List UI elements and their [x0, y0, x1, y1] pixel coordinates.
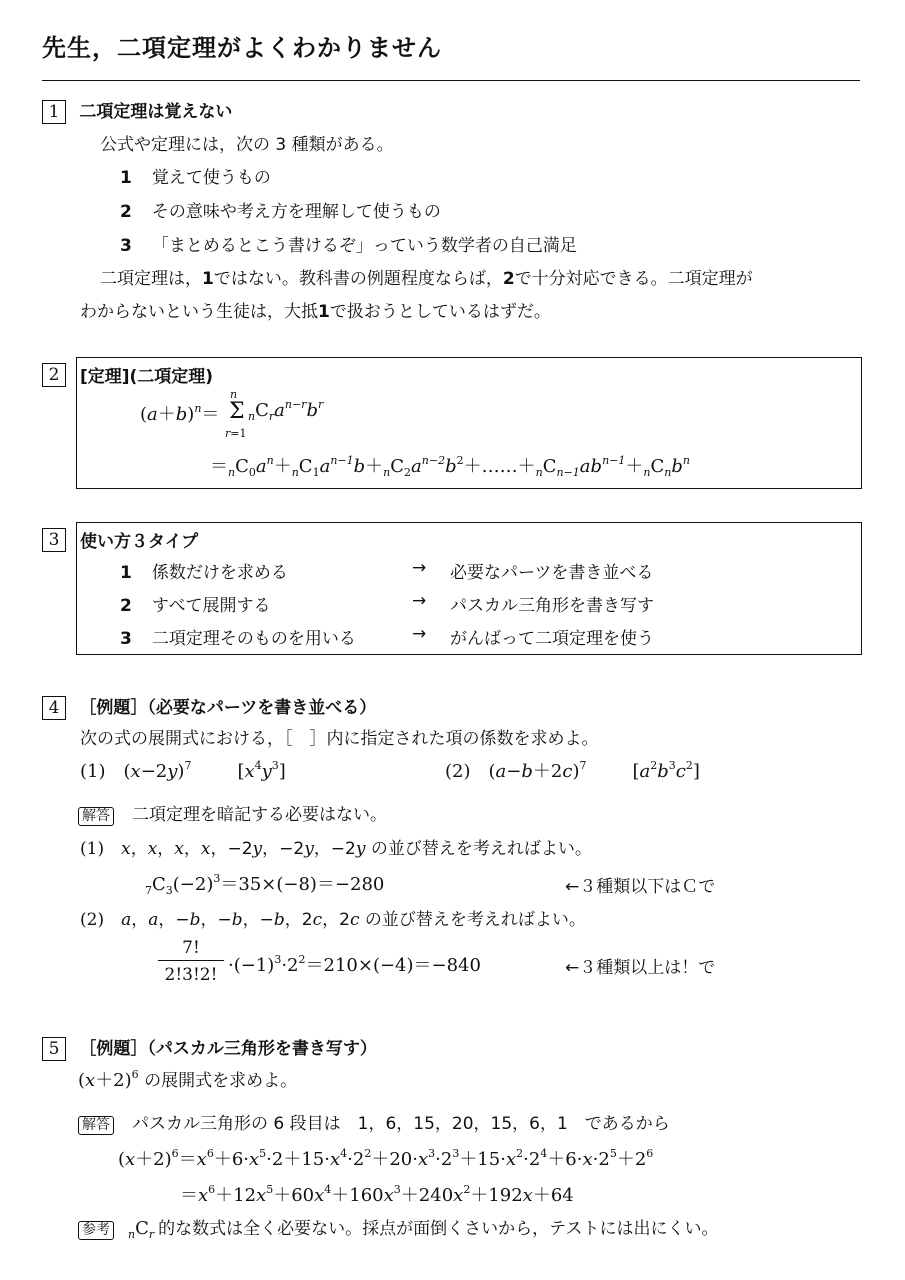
section-heading: [定理](二項定理) — [80, 367, 214, 387]
s1-intro: 公式や定理には，次の 3 種類がある。 — [100, 135, 394, 155]
text: の並び替えを考えればよい。 — [364, 910, 586, 930]
row-number: 2 — [120, 596, 132, 616]
section-number: 4 — [42, 696, 66, 720]
section-5-header — [42, 1034, 377, 1061]
item-text: 「まとめるとこう書けるぞ」っていう数学者の自己満足 — [151, 236, 577, 256]
text: ではない。教科書の例題程度ならば， — [213, 269, 503, 289]
bold-number: 1 — [318, 302, 330, 322]
row-left: 係数だけを求める — [151, 563, 288, 583]
reference-label: 参考 — [78, 1221, 114, 1240]
theorem-line-1: $(a+b)^n=$ — [140, 402, 220, 425]
section-2-number — [42, 363, 66, 387]
answer-text: 二項定理を暗記する必要はない。 — [132, 805, 387, 825]
s1-item-3 — [120, 231, 577, 256]
usage-row-1 — [120, 558, 288, 583]
s4-problem-1: (1) $(x-2y)^7$ $[x^4y^3]$ — [80, 759, 286, 782]
item-text: 覚えて使うもの — [151, 168, 271, 188]
sum-lower: r=1 — [225, 427, 247, 440]
answer-text: パスカル三角形の 6 段目は 1，6，15，20，15，6，1 であるから — [132, 1114, 670, 1134]
s1-para-line-2 — [80, 297, 551, 322]
section-number: 1 — [42, 100, 66, 124]
section-3-number — [42, 528, 66, 552]
row-right: 必要なパーツを書き並べる — [450, 563, 654, 583]
s5-expansion-1: $(x+2)^6=x^6+6\cdot x^5\cdot 2+15\cdot x^4\cdot 2^2+20\cdot x^3\cdot 2^3+15\cdot x^2\cdot 2^4+6\cdot x\cdot 2^5+2^6$ — [118, 1147, 654, 1170]
item-number: 1 — [120, 168, 132, 188]
arrow-icon: → — [412, 558, 427, 578]
page-title: 先生，二項定理がよくわかりません — [42, 34, 442, 62]
row-number: 1 — [120, 563, 132, 583]
section-heading: 二項定理は覚えない — [79, 102, 233, 122]
s5-expansion-2: $=x^6+12x^5+60x^4+160x^3+240x^2+192x+64$ — [180, 1183, 574, 1206]
s4-note-2: ←３種類以上は！で — [565, 958, 716, 978]
bold-number: 1 — [202, 269, 214, 289]
s5-reference: 参考 $_nC_r$ 的な数式は全く必要ない。採点が面倒くさいから，テストには出にくい。 — [78, 1214, 718, 1240]
s5-answer — [78, 1109, 670, 1135]
s1-item-1 — [120, 163, 271, 188]
section-1-header — [42, 97, 232, 124]
arrow-icon: → — [412, 624, 427, 644]
section-4-header — [42, 693, 376, 720]
s1-item-2 — [120, 197, 441, 222]
reference-text: 的な数式は全く必要ない。採点が面倒くさいから，テストには出にくい。 — [158, 1219, 719, 1239]
section-heading: 使い方３タイプ — [80, 532, 199, 552]
answer-label: 解答 — [78, 807, 114, 826]
sum-upper: n — [230, 388, 238, 401]
arrow-icon: → — [412, 591, 427, 611]
sum-term: $_nC_ra^{n-r}b^r$ — [248, 398, 324, 423]
text: の展開式を求めよ。 — [144, 1071, 298, 1091]
section-number: 5 — [42, 1037, 66, 1061]
title-rule — [42, 80, 860, 81]
frac-numerator: 7! — [158, 938, 224, 961]
usage-row-3 — [120, 624, 356, 649]
row-right: パスカル三角形を書き写す — [450, 596, 654, 616]
item-text: その意味や考え方を理解して使うもの — [151, 202, 441, 222]
text: わからないという生徒は，大抵 — [80, 302, 318, 322]
usage-row-2 — [120, 591, 271, 616]
theorem-line-2: $=_nC_0a^n+_nC_1a^{n-1}b+_nC_2a^{n-2}b^2+\dots\dots+_nC_{n-1}ab^{n-1}+_nC_nb^n$ — [210, 454, 690, 479]
row-right: がんばって二項定理を使う — [450, 629, 654, 649]
text: の並び替えを考えればよい。 — [370, 839, 592, 859]
text: で扱おうとしているはずだ。 — [329, 302, 551, 322]
s4-calc-1: $_7C_3(-2)^3=35\times(-8)=-280$ — [145, 872, 385, 897]
item-number: 3 — [120, 236, 132, 256]
s1-para-line-1 — [100, 264, 753, 289]
s4-note-1: ←３種類以下はＣで — [565, 877, 716, 897]
text: 二項定理は， — [100, 269, 202, 289]
section-heading: ［例題］（必要なパーツを書き並べる） — [79, 698, 377, 718]
section-number: 3 — [42, 528, 66, 552]
s5-question: $(x+2)^6$ の展開式を求めよ。 — [78, 1068, 298, 1091]
s4-answer-1: (1) x，x，x，x，−2y，−2y，−2y の並び替えを考えればよい。 — [80, 839, 592, 859]
section-heading: ［例題］（パスカル三角形を書き写す） — [79, 1039, 377, 1059]
row-left: 二項定理そのものを用いる — [151, 629, 356, 649]
s4-question: 次の式の展開式における，［ ］内に指定された項の係数を求めよ。 — [80, 729, 599, 749]
answer-label: 解答 — [78, 1116, 114, 1135]
row-left: すべて展開する — [151, 596, 271, 616]
row-number: 3 — [120, 629, 132, 649]
sum-sigma: Σ — [229, 399, 245, 424]
bold-number: 2 — [502, 269, 515, 289]
s4-calc-2: $\cdot(-1)^3\cdot 2^2=210\times(-4)=-840$ — [228, 953, 481, 976]
text: で十分対応できる。二項定理が — [514, 269, 753, 289]
section-number: 2 — [42, 363, 66, 387]
s4-answer — [78, 800, 387, 826]
frac-denominator: 2!3!2! — [164, 965, 218, 985]
s4-answer-2: (2) a，a，−b，−b，−b，2c，2c の並び替えを考えればよい。 — [80, 910, 586, 930]
s4-problem-2: (2) $(a-b+2c)^7$ $[a^2b^3c^2]$ — [445, 759, 700, 782]
item-number: 2 — [120, 202, 132, 222]
